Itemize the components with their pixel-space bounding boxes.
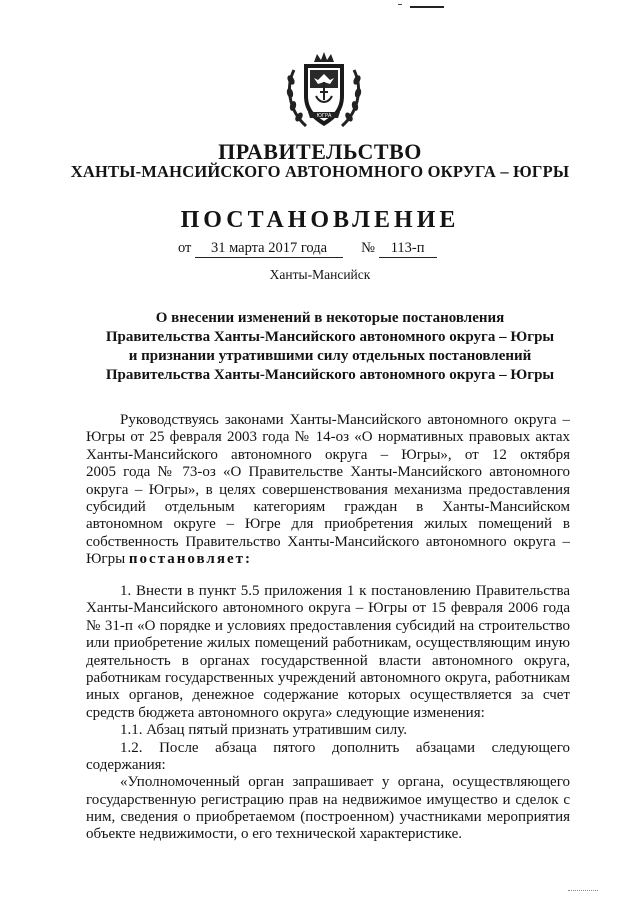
text-line: округа – Югры», в целях совершенствования механизма предоставления bbox=[86, 481, 570, 498]
region-title: ХАНТЫ-МАНСИЙСКОГО АВТОНОМНОГО ОКРУГА – ЮГРЫ bbox=[70, 162, 570, 181]
subject-line: О внесении изменений в некоторые постановления bbox=[155, 310, 505, 326]
text-line: иных органов, денежное содержание которых осуществляется за счет bbox=[86, 687, 570, 704]
text-line: средств бюджета автономного округа» следующие изменения: bbox=[86, 704, 485, 721]
government-title: ПРАВИТЕЛЬСТВО bbox=[218, 139, 422, 164]
text-line: субсидий отдельным категориям граждан в Ханты-Мансийском bbox=[86, 498, 570, 515]
dateline bbox=[178, 240, 437, 258]
scan-mark bbox=[568, 890, 598, 892]
coat-of-arms-icon bbox=[284, 48, 364, 134]
text-line: № 31-п «О порядке и условиях предоставления субсидий на строительство bbox=[86, 617, 570, 634]
quote-line: «Уполномоченный орган запрашивает у органа, осуществляющего bbox=[120, 774, 570, 791]
quote-line: ним, сведения о приобретаемом (построенном) участниками мероприятия bbox=[86, 809, 570, 826]
text-line: Руководствуясь законами Ханты-Мансийского автономного округа – bbox=[120, 412, 570, 428]
resolves-word: постановляет: bbox=[128, 551, 252, 568]
from-label: от bbox=[178, 240, 192, 256]
preamble-paragraph bbox=[86, 412, 570, 569]
text-line: деятельность в органах государственной власти автономного округа, bbox=[86, 652, 570, 669]
item-1-paragraph bbox=[86, 583, 570, 844]
document-number: 113-п bbox=[379, 240, 437, 258]
text-line: или приобретение жилых помещений работникам, осуществляющим иную bbox=[86, 635, 570, 652]
document-type: ПОСТАНОВЛЕНИЕ bbox=[180, 207, 460, 233]
subject-line: и признании утратившими силу отдельных постановлений bbox=[128, 348, 532, 364]
city: Ханты-Мансийск bbox=[269, 267, 371, 282]
subject-line: Правительства Ханты-Мансийского автономного округа – Югры bbox=[105, 367, 555, 383]
svg-text:ЮГРА: ЮГРА bbox=[316, 113, 332, 119]
scan-mark bbox=[410, 6, 444, 8]
quote-line: государственную регистрацию прав на недвижимое имущество и сделок с bbox=[86, 791, 570, 808]
item-1-1: 1.1. Абзац пятый признать утратившим силу. bbox=[120, 722, 407, 739]
document-subject bbox=[90, 309, 570, 385]
text-line: работникам государственных учреждений автономного округа, работникам bbox=[86, 669, 570, 686]
number-label: № bbox=[361, 240, 375, 256]
quote-line: объекте недвижимости, о его технической характеристике. bbox=[86, 826, 463, 843]
document-date: 31 марта 2017 года bbox=[195, 240, 343, 258]
text-fragment: Югры bbox=[86, 551, 126, 568]
text-line: Югры от 25 февраля 2003 года № 14-оз «О нормативных правовых актах bbox=[86, 429, 570, 446]
scan-mark bbox=[398, 4, 402, 5]
text-line bbox=[86, 551, 570, 568]
item-1-2: 1.2. После абзаца пятого дополнить абзацами следующего bbox=[120, 739, 570, 756]
text-line: автономном округе – Югре для приобретения жилых помещений в bbox=[86, 516, 570, 533]
text-line: 1. Внести в пункт 5.5 приложения 1 к постановлению Правительства bbox=[120, 583, 570, 599]
text-line: 2005 года № 73-оз «О Правительстве Ханты-Мансийского автономного bbox=[86, 464, 570, 481]
text-line: содержания: bbox=[86, 756, 166, 773]
subject-line: Правительства Ханты-Мансийского автономного округа – Югры bbox=[105, 329, 555, 345]
text-line: собственность Правительство Ханты-Мансийского автономного округа – bbox=[86, 533, 570, 550]
text-line: Ханты-Мансийского автономного округа – Югры от 15 февраля 2006 года bbox=[86, 600, 570, 617]
text-line: Ханты-Мансийского автономного округа – Югры», от 12 октября bbox=[86, 446, 570, 463]
